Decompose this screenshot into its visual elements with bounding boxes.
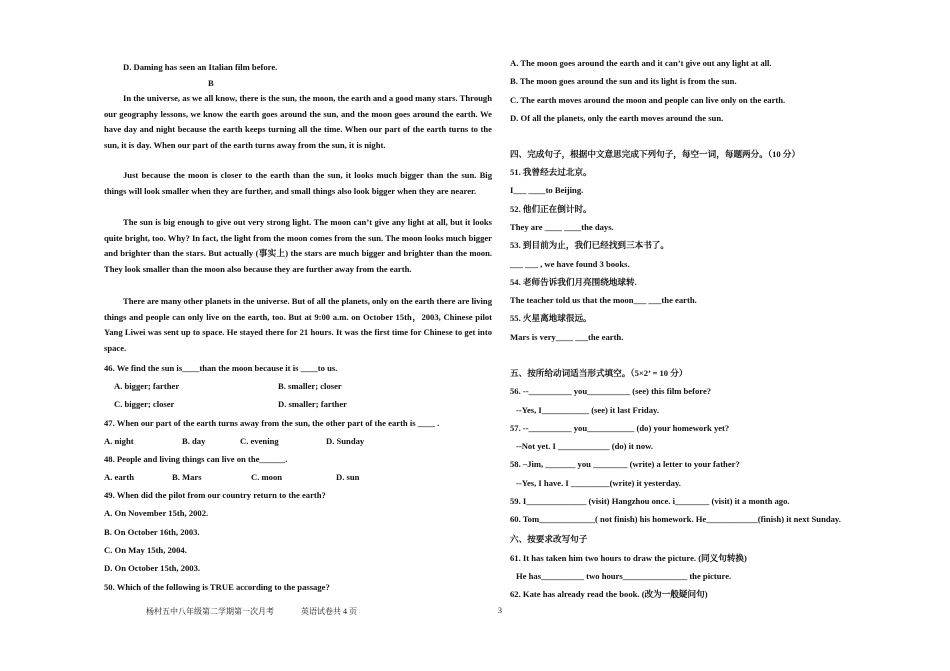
sentence-line: 53. 到目前为止，我们已经找到三本书了。 <box>510 240 669 250</box>
section-5-title: 五、按所给动词适当形式填空。（5×2’ = 10 分） <box>510 368 688 378</box>
sentence-line: --Yes, I___________ (see) it last Friday. <box>516 405 659 415</box>
sentence-line: 60. Tom_____________( not finish) his homework. He____________(finish) it next Sunday. <box>510 514 841 524</box>
sentence-line: 58. –Jim, _______ you ________ (write) a letter to your father? <box>510 459 740 469</box>
section-b-heading: B <box>208 78 214 88</box>
option: B. Mars <box>172 472 202 482</box>
sentence-line: 52. 他们正在倒计时。 <box>510 204 592 214</box>
passage-paragraph-1: In the universe, as we all know, there is the sun, the moon, the earth and a good many stars. Through our geography lessons, we know the earth goes around the sun, and the moon goes around the earth. We have day and night because the earth keeps turning all the time. When our part of the earth turns to the sun, it is day. When our part of the earth turns away from the sun, it is night. <box>104 93 492 150</box>
option: A. The moon goes around the earth and it can’t give out any light at all. <box>510 58 772 68</box>
question-48: 48. People and living things can live on the______. <box>104 454 288 464</box>
question-47: 47. When our part of the earth turns away from the sun, the other part of the earth is ____ . <box>104 418 440 428</box>
question-46: 46. We find the sun is____than the moon because it is ____to us. <box>104 363 338 373</box>
footer-page-count: 英语试卷共 4 页 <box>301 607 357 616</box>
option: A. night <box>104 436 134 446</box>
option: B. On October 16th, 2003. <box>104 527 200 537</box>
option: C. moon <box>251 472 283 482</box>
option-d: D. Daming has seen an Italian film before. <box>123 62 278 72</box>
sentence-line: 57. --__________ you___________ (do) your homework yet? <box>510 423 730 433</box>
sentence-line: 62. Kate has already read the book. (改为一般疑问句) <box>510 589 708 599</box>
option: D. Sunday <box>326 436 365 446</box>
sentence-line: Mars is very____ ___the earth. <box>510 332 624 342</box>
passage-paragraph-3: The sun is big enough to give out very strong light. The moon can’t give any light at all, but it looks quite bright, too. Why? In fact, the light from the moon comes from the sun. The moon looks much bigger and brighter than the stars. But actually (事实上) the stars are much bigger and brighter than the moon. They look smaller than the moon also because they are further away from the earth. <box>104 217 492 274</box>
option: C. The earth moves around the moon and people can live only on the earth. <box>510 95 786 105</box>
option: B. day <box>182 436 206 446</box>
sentence-line: He has__________ two hours_______________ the picture. <box>516 571 732 581</box>
sentence-line: --Not yet. I ____________ (do) it now. <box>516 441 654 451</box>
option: D. On October 15th, 2003. <box>104 563 201 573</box>
section-6-title: 六、按要求改写句子 <box>510 534 588 544</box>
sentence-line: They are ____ ____the days. <box>510 222 614 232</box>
sentence-line: 59. I______________ (visit) Hangzhou once. i________ (visit) it a month ago. <box>510 496 790 506</box>
option: C. evening <box>240 436 279 446</box>
option: A. earth <box>104 472 135 482</box>
footer-school-text: 杨村五中八年级第二学期第一次月考 <box>146 607 274 616</box>
sentence-line: 54. 老师告诉我们月亮围绕地球转. <box>510 277 637 287</box>
sentence-line: --Yes, I have. I _________(write) it yesterday. <box>516 478 681 488</box>
option: C. bigger; closer <box>114 399 175 409</box>
option: C. On May 15th, 2004. <box>104 545 187 555</box>
option: D. Of all the planets, only the earth moves around the sun. <box>510 113 724 123</box>
page-number: 3 <box>498 606 502 615</box>
sentence-line: The teacher told us that the moon___ ___the earth. <box>510 295 697 305</box>
question-50: 50. Which of the following is TRUE according to the passage? <box>104 582 330 592</box>
sentence-line: 56. --__________ you__________ (see) this film before? <box>510 386 712 396</box>
section-4-title: 四、完成句子，根据中文意思完成下列句子，每空一词，每题两分。（10 分） <box>510 149 801 159</box>
option: A. bigger; farther <box>114 381 180 391</box>
sentence-line: ___ ___ , we have found 3 books. <box>510 259 630 269</box>
option: D. smaller; farther <box>278 399 347 409</box>
sentence-line: 51. 我曾经去过北京。 <box>510 167 592 177</box>
option: A. On November 15th, 2002. <box>104 508 209 518</box>
option: B. The moon goes around the sun and its light is from the sun. <box>510 76 737 86</box>
passage-paragraph-2: Just because the moon is closer to the earth than the sun, it looks much bigger than the sun. Big things will look smaller when they are further, and small things also look bigger when they are nearer. <box>104 170 492 196</box>
question-49: 49. When did the pilot from our country return to the earth? <box>104 490 326 500</box>
passage-paragraph-4: There are many other planets in the universe. But of all the planets, only on the earth there are living things and people can only live on the earth, too. But at 9:00 a.m. on October 15th，2003, Chinese pilot Yang Liwei was sent up to space. He stayed there for 21 hours. It was the first time for Chinese to get into space. <box>104 296 492 353</box>
sentence-line: I___ ____to Beijing. <box>510 185 584 195</box>
sentence-line: 61. It has taken him two hours to draw the picture. (同义句转换) <box>510 553 747 563</box>
option: B. smaller; closer <box>278 381 342 391</box>
option: D. sun <box>336 472 360 482</box>
sentence-line: 55. 火星离地球很远。 <box>510 313 592 323</box>
